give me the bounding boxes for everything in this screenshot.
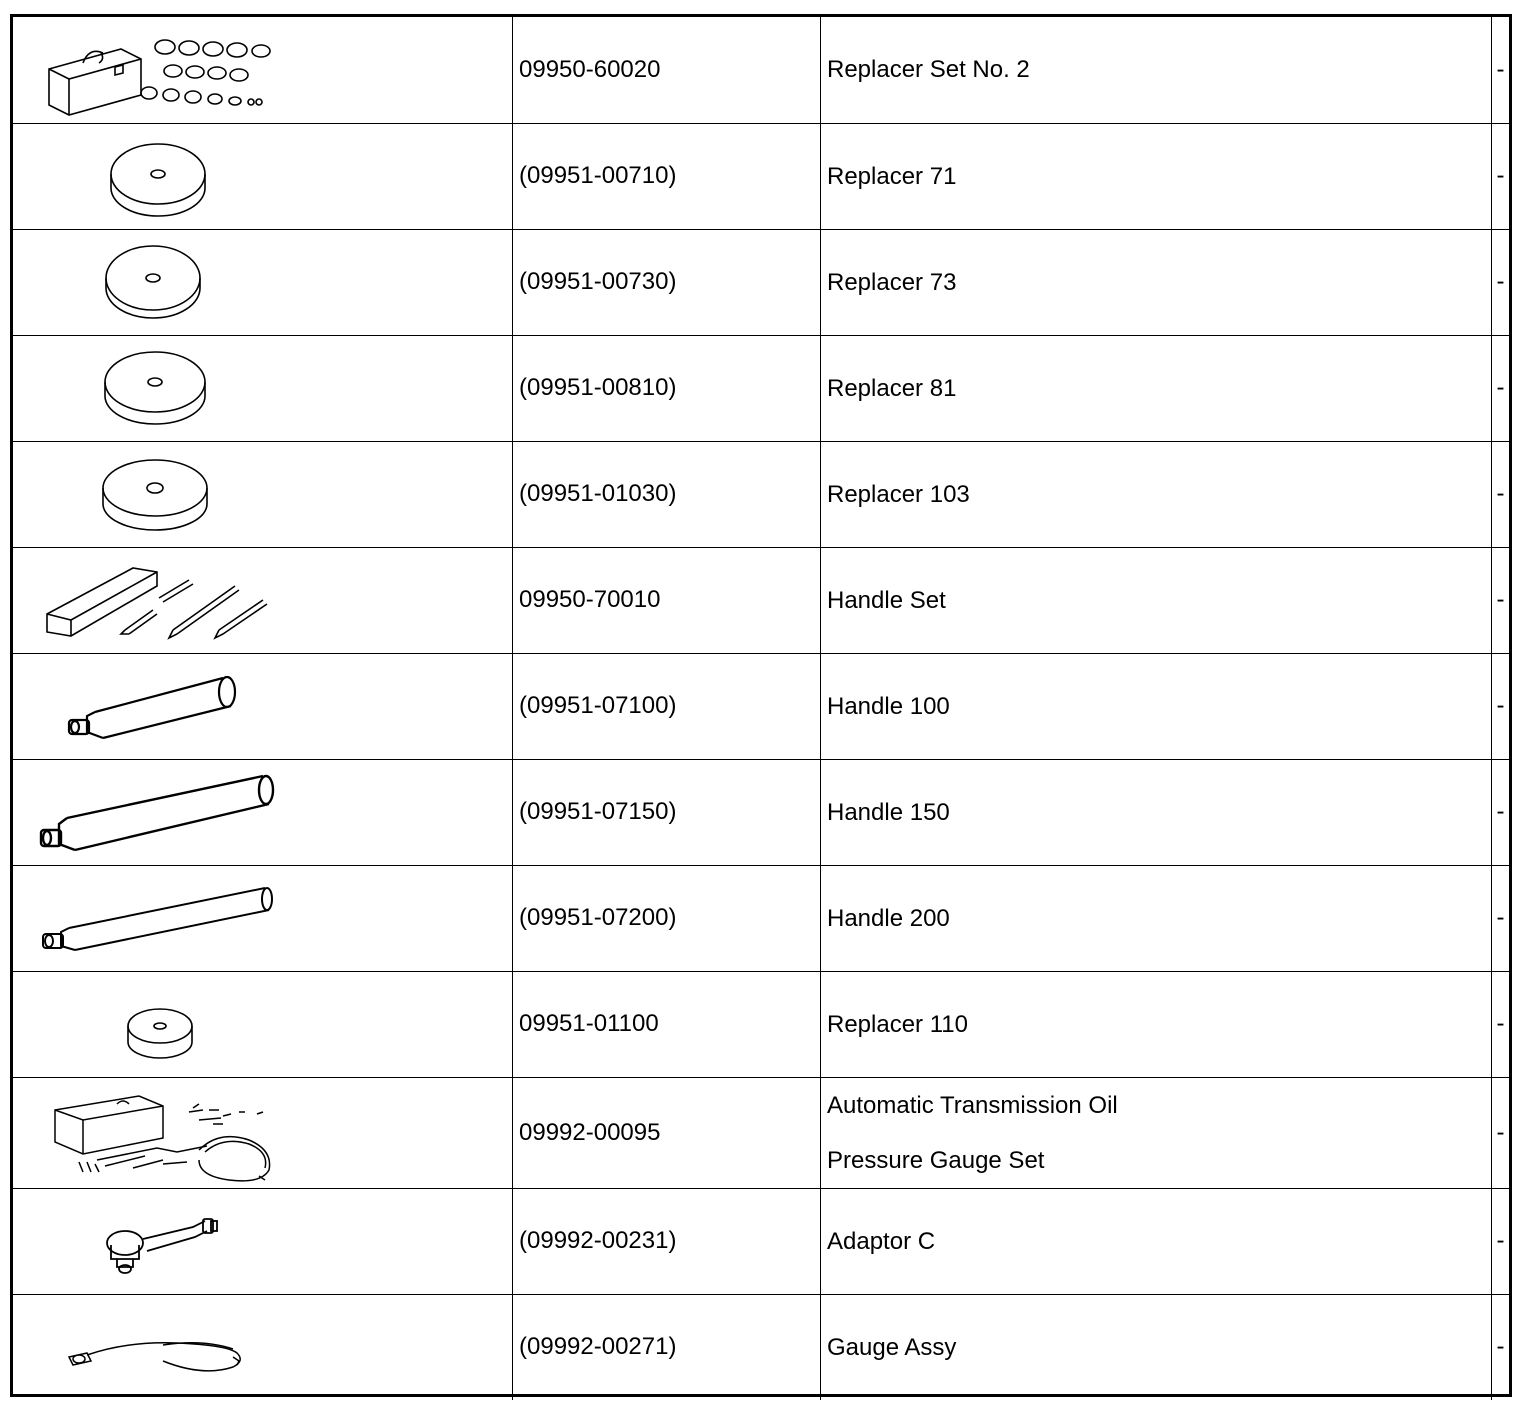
tool-description bbox=[821, 865, 1492, 971]
table-row bbox=[13, 865, 1509, 971]
note-dash: - bbox=[1492, 971, 1510, 1077]
tool-description bbox=[821, 653, 1492, 759]
table-row bbox=[13, 123, 1509, 229]
part-number: (09951-07100) bbox=[513, 653, 821, 759]
note-dash: - bbox=[1492, 547, 1510, 653]
description-line: Replacer 73 bbox=[827, 268, 957, 296]
table-row bbox=[13, 1294, 1509, 1400]
tool-illustration-cell bbox=[13, 441, 513, 547]
table-row bbox=[13, 1188, 1509, 1294]
part-number: (09951-00730) bbox=[513, 229, 821, 335]
tool-description bbox=[821, 17, 1492, 123]
tool-description bbox=[821, 1294, 1492, 1400]
table-row bbox=[13, 1077, 1509, 1188]
tool-description bbox=[821, 547, 1492, 653]
tool-illustration-cell bbox=[13, 1077, 513, 1188]
note-dash: - bbox=[1492, 17, 1510, 123]
tool-illustration-cell bbox=[13, 1188, 513, 1294]
note-dash: - bbox=[1492, 335, 1510, 441]
part-number: (09992-00231) bbox=[513, 1188, 821, 1294]
replacer-disc-icon bbox=[13, 336, 512, 441]
description-line: Gauge Assy bbox=[827, 1333, 957, 1361]
description-line: Replacer 110 bbox=[827, 1010, 968, 1038]
description-line: Automatic Transmission Oil bbox=[827, 1091, 1118, 1119]
note-dash: - bbox=[1492, 229, 1510, 335]
description-line: Replacer 71 bbox=[827, 162, 957, 190]
gauge-set-case-icon bbox=[13, 1080, 512, 1185]
description-line: Replacer 103 bbox=[827, 480, 970, 508]
tool-illustration-cell bbox=[13, 865, 513, 971]
description-line: Replacer Set No. 2 bbox=[827, 56, 1030, 84]
tool-illustration-cell bbox=[13, 123, 513, 229]
tool-description bbox=[821, 229, 1492, 335]
description-line: Handle 200 bbox=[827, 904, 950, 932]
tool-description bbox=[821, 971, 1492, 1077]
part-number: (09951-07150) bbox=[513, 759, 821, 865]
note-dash: - bbox=[1492, 865, 1510, 971]
gauge-hose-icon bbox=[13, 1295, 512, 1400]
note-dash: - bbox=[1492, 653, 1510, 759]
tool-description bbox=[821, 1077, 1492, 1188]
tool-description bbox=[821, 335, 1492, 441]
part-number: (09951-00710) bbox=[513, 123, 821, 229]
special-tools-table bbox=[10, 14, 1512, 1397]
table-row bbox=[13, 547, 1509, 653]
tool-description bbox=[821, 441, 1492, 547]
tool-illustration-cell bbox=[13, 971, 513, 1077]
part-number: 09992-00095 bbox=[513, 1077, 821, 1188]
part-number: (09992-00271) bbox=[513, 1294, 821, 1400]
table-row bbox=[13, 759, 1509, 865]
part-number: (09951-00810) bbox=[513, 335, 821, 441]
note-dash: - bbox=[1492, 1188, 1510, 1294]
table-row bbox=[13, 335, 1509, 441]
note-dash: - bbox=[1492, 1077, 1510, 1188]
note-dash: - bbox=[1492, 123, 1510, 229]
tool-description bbox=[821, 759, 1492, 865]
replacer-disc-icon bbox=[13, 230, 512, 335]
table-row bbox=[13, 229, 1509, 335]
replacer-disc-icon bbox=[13, 972, 512, 1077]
handle-set-icon bbox=[13, 548, 512, 653]
tool-illustration-cell bbox=[13, 547, 513, 653]
note-dash: - bbox=[1492, 441, 1510, 547]
handle-icon bbox=[13, 866, 512, 971]
part-number: (09951-07200) bbox=[513, 865, 821, 971]
tool-description bbox=[821, 1188, 1492, 1294]
tool-illustration-cell bbox=[13, 17, 513, 123]
part-number: 09950-60020 bbox=[513, 17, 821, 123]
table-row bbox=[13, 441, 1509, 547]
description-line: Pressure Gauge Set bbox=[827, 1146, 1045, 1174]
note-dash: - bbox=[1492, 759, 1510, 865]
table-row bbox=[13, 17, 1509, 123]
description-line: Handle 150 bbox=[827, 798, 950, 826]
tool-illustration-cell bbox=[13, 229, 513, 335]
table-row bbox=[13, 971, 1509, 1077]
description-line: Handle 100 bbox=[827, 692, 950, 720]
part-number: 09951-01100 bbox=[513, 971, 821, 1077]
adaptor-icon bbox=[13, 1189, 512, 1294]
part-number: (09951-01030) bbox=[513, 441, 821, 547]
note-dash: - bbox=[1492, 1294, 1510, 1400]
replacer-disc-icon bbox=[13, 124, 512, 229]
tool-description bbox=[821, 123, 1492, 229]
description-line: Replacer 81 bbox=[827, 374, 957, 402]
tool-illustration-cell bbox=[13, 1294, 513, 1400]
description-line: Adaptor C bbox=[827, 1227, 936, 1255]
tool-illustration-cell bbox=[13, 335, 513, 441]
replacer-set-case-icon bbox=[13, 17, 512, 122]
description-line: Handle Set bbox=[827, 586, 946, 614]
part-number: 09950-70010 bbox=[513, 547, 821, 653]
handle-icon bbox=[13, 760, 512, 865]
tool-illustration-cell bbox=[13, 653, 513, 759]
table-row bbox=[13, 653, 1509, 759]
handle-icon bbox=[13, 654, 512, 759]
tool-illustration-cell bbox=[13, 759, 513, 865]
replacer-disc-icon bbox=[13, 442, 512, 547]
